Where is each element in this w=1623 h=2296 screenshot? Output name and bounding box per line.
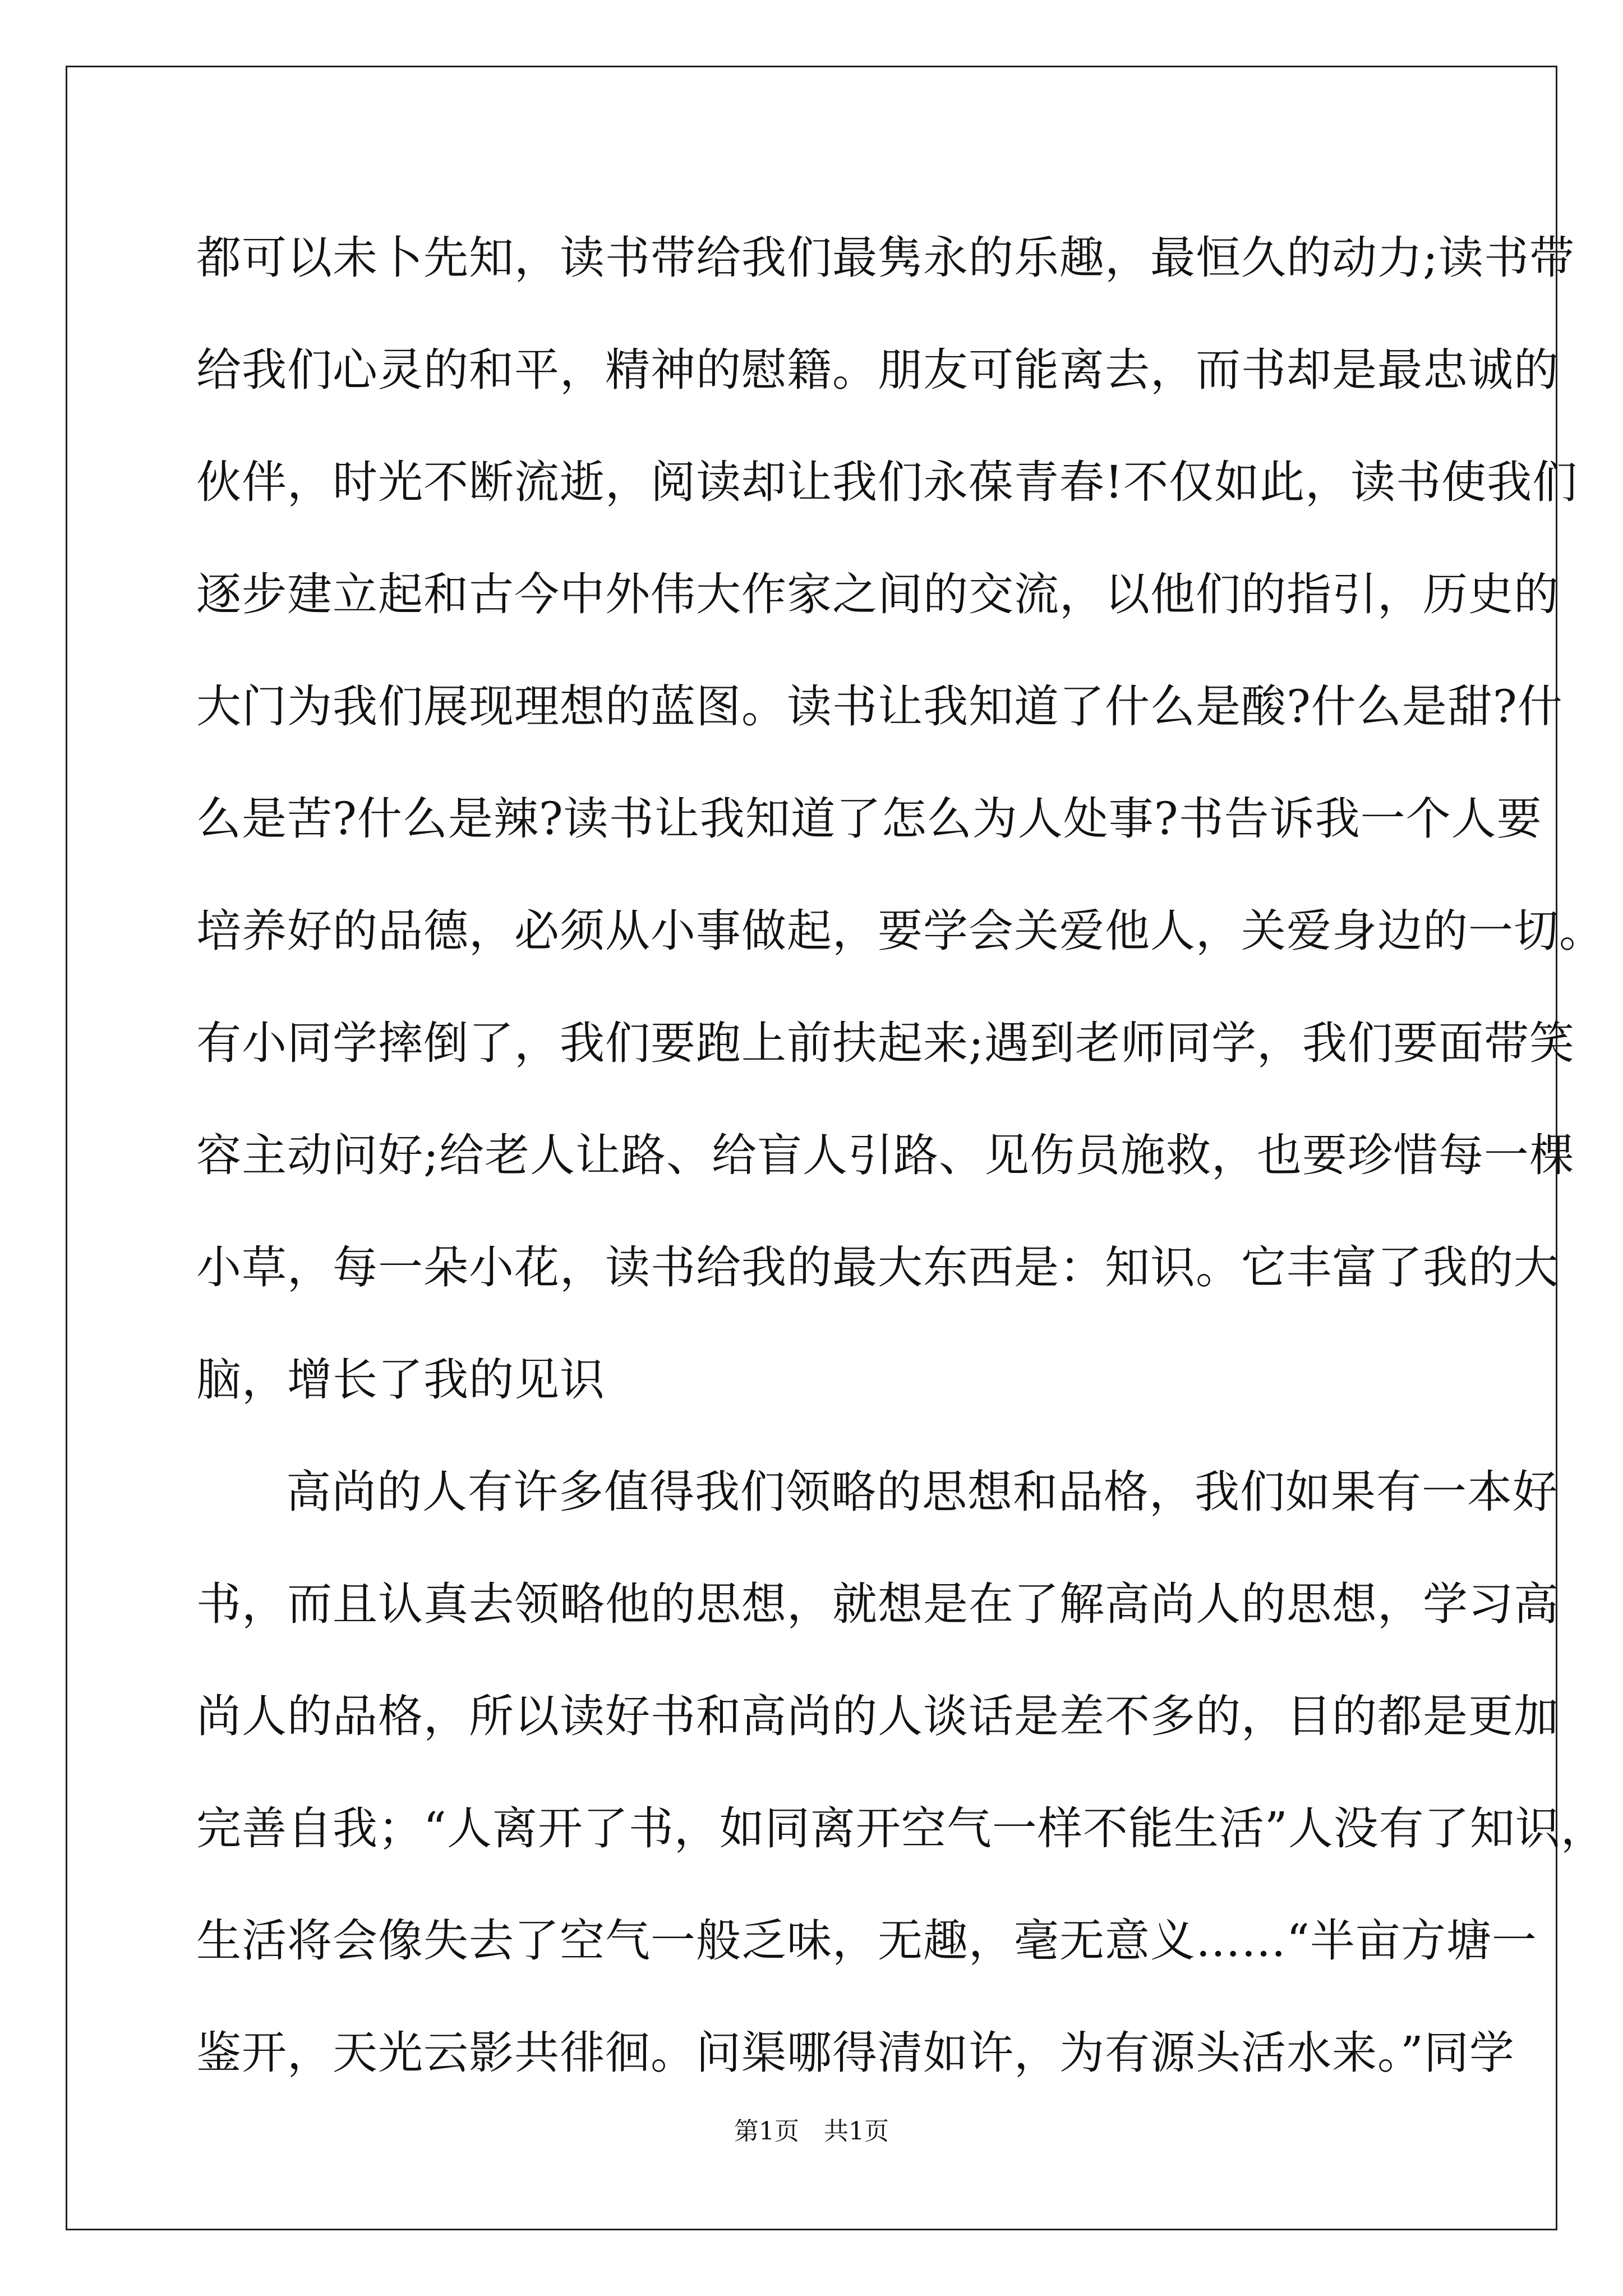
text-line: 书，而且认真去领略他的思想，就想是在了解高尚人的思想，学习高	[196, 1578, 1559, 1630]
text-line: 培养好的品德，必须从小事做起，要学会关爱他人，关爱身边的一切。	[196, 905, 1604, 957]
text-line: 生活将会像失去了空气一般乏味，无趣，毫无意义……“半亩方塘一	[196, 1915, 1537, 1967]
text-line: 给我们心灵的和平，精神的慰籍。朋友可能离去，而书却是最忠诚的	[196, 344, 1559, 396]
text-line: 脑，增长了我的见识	[196, 1354, 605, 1406]
text-line: 容主动问好;给老人让路、给盲人引路、见伤员施救，也要珍惜每一棵	[196, 1129, 1575, 1181]
paragraph-start-line: 高尚的人有许多值得我们领略的思想和品格，我们如果有一本好	[286, 1466, 1558, 1518]
text-line: 么是苦?什么是辣?读书让我知道了怎么为人处事?书告诉我一个人要	[196, 793, 1542, 845]
text-line: 伙伴，时光不断流逝，阅读却让我们永葆青春!不仅如此，读书使我们	[196, 456, 1578, 508]
text-line: 尚人的品格，所以读好书和高尚的人谈话是差不多的，目的都是更加	[196, 1690, 1559, 1742]
text-line: 完善自我；“人离开了书，如同离开空气一样不能生活”人没有了知识，	[196, 1802, 1606, 1855]
page-footer: 第1页 共1页	[734, 2117, 889, 2146]
document-body	[196, 202, 1606, 2109]
text-line: 都可以未卜先知，读书带给我们最隽永的乐趣，最恒久的动力;读书带	[196, 232, 1575, 284]
text-line: 有小同学摔倒了，我们要跑上前扶起来;遇到老师同学，我们要面带笑	[196, 1017, 1575, 1069]
text-line: 大门为我们展现理想的蓝图。读书让我知道了什么是酸?什么是甜?什	[196, 680, 1563, 733]
text-line: 逐步建立起和古今中外伟大作家之间的交流，以他们的指引，历史的	[196, 568, 1559, 620]
text-line: 鉴开，天光云影共徘徊。问渠哪得清如许，为有源头活水来。”同学	[196, 2027, 1515, 2079]
text-line: 小草，每一朵小花，读书给我的最大东西是：知识。它丰富了我的大	[196, 1241, 1559, 1294]
